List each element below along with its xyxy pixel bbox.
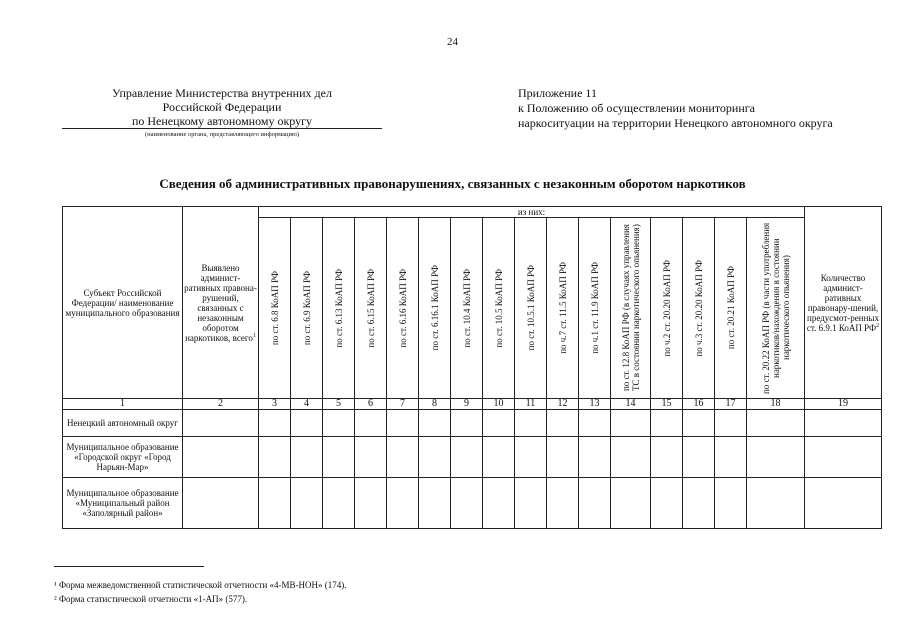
table-cell[interactable] (291, 410, 323, 437)
row-subject: Муниципальное образование «Муниципальный район «Заполярный район» (63, 478, 183, 529)
table-cell[interactable] (651, 410, 683, 437)
header-last-footnote-mark: 2 (876, 322, 880, 329)
header-article-label: по ст. 6.16 КоАП РФ (397, 268, 408, 348)
header-article-wrap (683, 218, 714, 398)
column-number-11: 11 (515, 399, 547, 410)
header-article-wrap (747, 218, 804, 398)
table-cell[interactable] (715, 410, 747, 437)
column-number-8: 8 (419, 399, 451, 410)
table-cell[interactable] (805, 410, 882, 437)
header-article-15 (651, 218, 683, 399)
column-number-15: 15 (651, 399, 683, 410)
header-last-text: Количество админист-ративных правонару-шений, предусмот-ренных ст. 6.9.1 КоАП РФ (806, 272, 879, 333)
header-article-wrap (323, 218, 354, 398)
header-article-wrap (291, 218, 322, 398)
header-article-label: по ч.7 ст. 11.5 КоАП РФ (557, 262, 568, 354)
header-article-17 (715, 218, 747, 399)
header-article-wrap (483, 218, 514, 398)
table-cell[interactable] (419, 437, 451, 478)
header-article-label: по ч.1 ст. 11.9 КоАП РФ (589, 262, 600, 354)
header-article-label: по ст. 6.16.1 КоАП РФ (429, 265, 440, 351)
column-number-2: 2 (183, 399, 259, 410)
header-article-wrap (547, 218, 578, 398)
column-number-13: 13 (579, 399, 611, 410)
header-article-label: по ст. 6.8 КоАП РФ (269, 270, 280, 346)
header-article-13 (579, 218, 611, 399)
header-article-10 (483, 218, 515, 399)
table-cell[interactable] (579, 410, 611, 437)
column-number-14: 14 (611, 399, 651, 410)
table-cell[interactable] (611, 478, 651, 529)
header-article-12 (547, 218, 579, 399)
table-cell[interactable] (515, 478, 547, 529)
table-cell[interactable] (259, 410, 291, 437)
org-line-3: по Ненецкому автономному округу (62, 114, 382, 129)
header-article-wrap (579, 218, 610, 398)
header-article-label: по ч.3 ст. 20.20 КоАП РФ (693, 259, 704, 357)
table-cell[interactable] (323, 437, 355, 478)
header-article-4 (291, 218, 323, 399)
table-cell[interactable] (683, 437, 715, 478)
header-article-6 (355, 218, 387, 399)
column-number-7: 7 (387, 399, 419, 410)
header-total-text: Выявлено админист-ративных правона-рушений, связанных с незаконным оборотом наркотиков, всего (184, 262, 257, 343)
appendix-block (518, 86, 878, 131)
appendix-line-1: Приложение 11 (518, 86, 597, 100)
header-of-them: из них: (259, 207, 805, 218)
header-article-label: по ст. 10.4 КоАП РФ (461, 268, 472, 348)
header-article-label: по ст. 6.9 КоАП РФ (301, 270, 312, 346)
org-line-2: Российской Федерации (162, 100, 282, 114)
header-subject: Субъект Российской Федерации/ наименование муниципального образования (63, 207, 183, 399)
column-number-12: 12 (547, 399, 579, 410)
header-article-wrap (387, 218, 418, 398)
appendix-line-3: наркоситуации на территории Ненецкого автономного округа (518, 116, 833, 130)
header-article-7 (387, 218, 419, 399)
column-number-6: 6 (355, 399, 387, 410)
table-cell[interactable] (419, 410, 451, 437)
table-cell[interactable] (355, 478, 387, 529)
column-number-9: 9 (451, 399, 483, 410)
table-cell[interactable] (747, 437, 805, 478)
table-cell[interactable] (419, 478, 451, 529)
header-article-label: по ст. 6.13 КоАП РФ (333, 268, 344, 348)
table-cell[interactable] (323, 410, 355, 437)
table-cell[interactable] (611, 410, 651, 437)
column-number-16: 16 (683, 399, 715, 410)
row-subject: Ненецкий автономный округ (63, 410, 183, 437)
header-article-9 (451, 218, 483, 399)
table-cell[interactable] (547, 478, 579, 529)
table-cell[interactable] (451, 410, 483, 437)
table-cell[interactable] (259, 478, 291, 529)
table-cell[interactable] (547, 437, 579, 478)
table-cell[interactable] (805, 478, 882, 529)
header-article-wrap (451, 218, 482, 398)
table-cell[interactable] (611, 437, 651, 478)
column-number-4: 4 (291, 399, 323, 410)
table-cell[interactable] (291, 478, 323, 529)
org-note: (наименование органа, представляющего информацию) (144, 131, 300, 138)
report-table (62, 206, 882, 529)
header-article-wrap (651, 218, 682, 398)
header-article-wrap (611, 218, 650, 398)
table-cell[interactable] (747, 410, 805, 437)
table-cell[interactable] (483, 437, 515, 478)
table-cell[interactable] (183, 478, 259, 529)
table-cell[interactable] (323, 478, 355, 529)
header-article-18 (747, 218, 805, 399)
page-number: 24 (447, 36, 458, 48)
footnote-divider (54, 566, 204, 567)
header-article-label: по ч.2 ст. 20.20 КоАП РФ (661, 259, 672, 357)
table-cell[interactable] (183, 437, 259, 478)
column-number-19: 19 (805, 399, 882, 410)
header-article-label: по ст. 20.21 КоАП РФ (725, 266, 736, 350)
row-subject: Муниципальное образование «Городской округ «Город Нарьян-Мар» (63, 437, 183, 478)
table-row (63, 478, 882, 529)
organization-block (62, 86, 382, 139)
header-article-wrap (715, 218, 746, 398)
table-cell[interactable] (515, 410, 547, 437)
header-article-11 (515, 218, 547, 399)
header-article-wrap (259, 218, 290, 398)
table-cell[interactable] (515, 437, 547, 478)
table-cell[interactable] (483, 410, 515, 437)
header-article-8 (419, 218, 451, 399)
header-article-5 (323, 218, 355, 399)
footnote-2: ² Форма статистической отчетности «1-АП» (577). (54, 594, 248, 604)
table-cell[interactable] (483, 478, 515, 529)
org-line-1: Управление Министерства внутренних дел (112, 86, 332, 100)
table-cell[interactable] (547, 410, 579, 437)
table-cell[interactable] (259, 437, 291, 478)
header-article-3 (259, 218, 291, 399)
table-cell[interactable] (805, 437, 882, 478)
header-article-wrap (419, 218, 450, 398)
header-article-label: по ст. 6.15 КоАП РФ (365, 268, 376, 348)
table-cell[interactable] (291, 437, 323, 478)
table-cell[interactable] (715, 478, 747, 529)
table-cell[interactable] (683, 410, 715, 437)
column-number-17: 17 (715, 399, 747, 410)
table-cell[interactable] (715, 437, 747, 478)
footnote-1: ¹ Форма межведомственной статистической отчетности «4-МВ-НОН» (174). (54, 580, 347, 590)
header-article-label: по ст. 20.22 КоАП РФ (в части употребления наркотиков/нахождения в состоянии наркотического опьянения) (760, 222, 791, 394)
header-article-label: по ст. 12.8 КоАП РФ (в случаях управления ТС в состоянии наркотического опьянения) (620, 224, 641, 392)
table-cell[interactable] (387, 437, 419, 478)
column-number-1: 1 (63, 399, 183, 410)
document-title: Сведения об административных правонарушениях, связанных с незаконным оборотом наркотиков (159, 176, 746, 191)
column-number-18: 18 (747, 399, 805, 410)
table-cell[interactable] (451, 478, 483, 529)
table-cell[interactable] (651, 437, 683, 478)
table-cell[interactable] (183, 410, 259, 437)
table-cell[interactable] (683, 478, 715, 529)
appendix-line-2: к Положению об осуществлении мониторинга (518, 101, 756, 115)
header-article-label: по ст. 10.5.1 КоАП РФ (525, 265, 536, 351)
header-article-label: по ст. 10.5 КоАП РФ (493, 268, 504, 348)
table-row (63, 437, 882, 478)
table-cell[interactable] (387, 410, 419, 437)
table-cell[interactable] (579, 478, 611, 529)
header-total-footnote-mark: 1 (252, 332, 256, 339)
table-cell[interactable] (747, 478, 805, 529)
header-article-wrap (355, 218, 386, 398)
table-cell[interactable] (579, 437, 611, 478)
header-article-16 (683, 218, 715, 399)
column-number-3: 3 (259, 399, 291, 410)
header-last (805, 207, 882, 399)
header-total (183, 207, 259, 399)
table-row (63, 410, 882, 437)
table-cell[interactable] (451, 437, 483, 478)
table-cell[interactable] (387, 478, 419, 529)
table-cell[interactable] (355, 410, 387, 437)
column-number-10: 10 (483, 399, 515, 410)
table-cell[interactable] (651, 478, 683, 529)
column-number-5: 5 (323, 399, 355, 410)
header-article-14 (611, 218, 651, 399)
table-cell[interactable] (355, 437, 387, 478)
header-article-wrap (515, 218, 546, 398)
